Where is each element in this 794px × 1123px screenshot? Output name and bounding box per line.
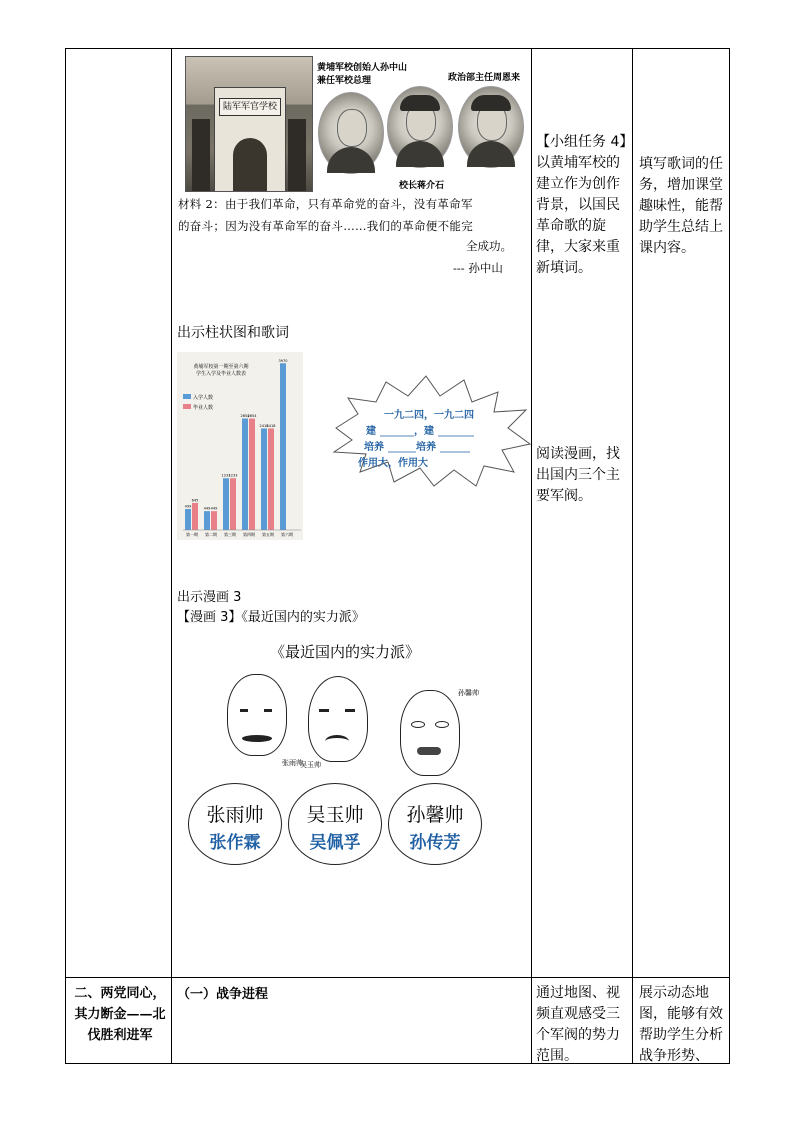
material-2-source: --- 孙中山	[453, 261, 503, 275]
bar-enrolled-1	[185, 509, 191, 530]
lyrics-starburst	[326, 370, 532, 488]
bar-graduated-3	[230, 478, 236, 530]
table-border-right	[729, 48, 730, 1064]
legend-swatch-enrolled	[183, 394, 191, 399]
bar-enrolled-2	[204, 511, 210, 530]
category-label: 第三期	[224, 532, 236, 537]
warlord-bubble-wu	[288, 783, 382, 865]
bar-enrolled-6	[280, 363, 286, 530]
bar-value-label: 449	[210, 506, 218, 511]
bar-value-label: 1233	[228, 473, 238, 478]
bar-value-label: 2654	[247, 414, 257, 419]
bar-value-label: 645	[191, 498, 199, 503]
zhang-caricature	[227, 674, 287, 756]
bar-enrolled-4	[242, 419, 248, 530]
zhang-signature: 张雨帅	[282, 759, 303, 767]
warlord-name: 孙传芳	[409, 833, 461, 853]
lyrics-line-3a: 培养	[364, 442, 384, 453]
table-border-left	[65, 48, 66, 1064]
legend-enrolled: 入学人数	[193, 395, 214, 401]
material-2-line-2: 的奋斗；因为没有革命军的奋斗……我们的革命便不能完	[178, 219, 473, 233]
design-intent-2: 展示动态地图，能够有效帮助学生分析战争形势、	[639, 985, 723, 1064]
warlord-bubble-zhang	[188, 783, 282, 865]
section-title: 二、两党同心，其力断金——北伐胜利进军	[74, 986, 166, 1043]
lyrics-line-3b: 培养	[416, 442, 436, 453]
chart-title-line-1: 黄埔军校第一期至第六期	[193, 364, 249, 370]
category-label: 第五期	[262, 532, 274, 537]
cartoon-title: 《最近国内的实力派》	[270, 643, 421, 661]
bar-value-label: 1233	[221, 473, 231, 478]
chiang-kaishek-portrait	[387, 86, 453, 168]
legend-swatch-graduated	[183, 404, 191, 409]
table-border-col2	[531, 48, 532, 1064]
warlord-name: 张作霖	[209, 833, 261, 853]
table-border-col1	[171, 48, 172, 1064]
bar-value-label: 2654	[240, 414, 250, 419]
sun-signature: 孙馨帅	[458, 689, 479, 697]
chart-title-line-2: 学生入学及毕业人数表	[195, 371, 247, 377]
table-border-top	[65, 48, 730, 49]
wu-signature: 吴玉帅	[300, 761, 321, 769]
table-border-bottom	[65, 1063, 730, 1064]
bar-graduated-5	[268, 428, 274, 530]
material-2-line-3: 全成功。	[466, 239, 512, 253]
category-label: 第一期	[186, 532, 198, 537]
lyrics-line-2a: 建	[366, 426, 376, 437]
warlord-nickname: 吴玉帅	[306, 804, 364, 826]
zhou-caption: 政治部主任周恩来	[448, 73, 521, 83]
chiang-caption: 校长蒋介石	[399, 181, 445, 191]
category-label: 第二期	[205, 532, 217, 537]
table-row-divider	[65, 977, 730, 978]
lyrics-line-4: 作用大，作用大	[358, 458, 428, 469]
bar-enrolled-3	[223, 478, 229, 530]
bar-value-label: 449	[203, 506, 211, 511]
show-chart-label: 出示柱状图和歌词	[177, 325, 289, 341]
lyrics-line-1: 一九二四，一九二四	[384, 410, 474, 421]
student-activity-2: 通过地图、视频直观感受三个军阀的势力范围。	[536, 985, 620, 1064]
enrollment-bar-chart	[177, 352, 303, 540]
legend-graduated: 毕业人数	[193, 405, 214, 411]
bar-graduated-2	[211, 511, 217, 530]
bar-graduated-4	[249, 419, 255, 530]
student-task-1: 【小组任务 4】以黄埔军校的建立作为创作背景，以国民革命歌的旋律，大家来重新填词。	[536, 134, 627, 276]
bar-value-label: 2418	[266, 423, 276, 428]
bar-graduated-1	[192, 503, 198, 530]
lyrics-line-2b: ，建	[414, 426, 434, 437]
warlord-nickname: 孙馨帅	[406, 804, 464, 826]
material-2-line-1: 材料 2：由于我们革命，只有革命党的奋斗，没有革命军	[178, 197, 473, 211]
cartoon-intro: 出示漫画 3	[177, 590, 242, 605]
category-label: 第四期	[243, 532, 255, 537]
zhou-enlai-portrait	[458, 86, 524, 168]
student-task-2: 阅读漫画，找出国内三个主要军阀。	[536, 446, 620, 504]
bar-enrolled-5	[261, 428, 267, 530]
bar-value-label: 3970	[278, 358, 288, 363]
warlord-nickname: 张雨帅	[206, 804, 264, 826]
bar-value-label: 499	[184, 504, 192, 509]
category-label: 第六期	[281, 532, 293, 537]
sun-yatsen-portrait	[318, 92, 384, 174]
sun-caricature	[400, 690, 460, 776]
founder-caption-1: 黄埔军校创始人孙中山	[317, 63, 408, 73]
founder-caption-2: 兼任军校总理	[317, 76, 372, 86]
bar-value-label: 2418	[259, 423, 269, 428]
warlord-bubble-sun	[388, 783, 482, 865]
warlord-name: 吴佩孚	[309, 833, 361, 853]
huangpu-building-photo	[185, 56, 313, 192]
table-border-col3	[632, 48, 633, 1064]
design-intent-1: 填写歌词的任务，增加课堂趣味性，能帮助学生总结上课内容。	[639, 156, 723, 256]
content-heading: （一）战争进程	[177, 987, 269, 1002]
wu-caricature	[308, 676, 368, 762]
cartoon-label: 【漫画 3】《最近国内的实力派》	[177, 610, 365, 625]
building-sign: 陆军军官学校	[219, 98, 281, 116]
